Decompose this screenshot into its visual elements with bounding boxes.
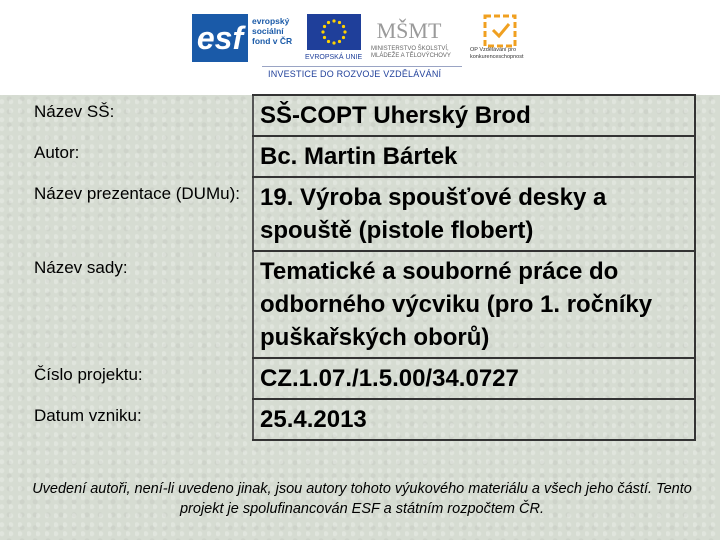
- header-divider: [262, 66, 462, 67]
- esf-logo-line: evropský: [252, 16, 290, 26]
- table-row: [26, 95, 695, 136]
- row-label: Číslo projektu:: [34, 365, 143, 384]
- row-value: 25.4.2013: [253, 399, 695, 440]
- table-row: [26, 399, 695, 440]
- eu-flag-icon: [307, 14, 361, 50]
- eu-logo-caption: EVROPSKÁ UNIE: [305, 54, 363, 61]
- row-label: Název sady:: [34, 258, 128, 277]
- footer-note: Uvedení autoři, není-li uvedeno jinak, jsou autory tohoto výukového materiálu a všech jeho částí. Tento projekt je spolufinancován ESF a státním rozpočtem ČR.: [32, 481, 692, 517]
- row-label: Autor:: [34, 143, 80, 162]
- table-row: [26, 136, 695, 177]
- msmt-logo-caption: MINISTERSTVO ŠKOLSTVÍ, MLÁDEŽE A TĚLOVÝCHOVY: [371, 46, 451, 59]
- table-row: [26, 177, 695, 251]
- row-value: Tematické a souborné práce do odborného výcviku (pro 1. ročníky puškařských oborů): [253, 251, 695, 358]
- row-value: SŠ-COPT Uherský Brod: [253, 95, 695, 136]
- row-value: 19. Výroba spoušťové desky a spouště (pistole flobert): [253, 177, 695, 251]
- row-value: CZ.1.07./1.5.00/34.0727: [253, 358, 695, 399]
- info-table: [26, 94, 696, 441]
- table-row: [26, 251, 695, 358]
- row-label: Název prezentace (DUMu):: [34, 184, 240, 203]
- table-row: [26, 358, 695, 399]
- row-label: Název SŠ:: [34, 102, 115, 121]
- esf-logo-text: [252, 16, 292, 46]
- esf-logo: [192, 14, 302, 64]
- tagline: INVESTICE DO ROZVOJE VZDĚLÁVÁNÍ: [268, 69, 442, 79]
- row-value: Bc. Martin Bártek: [253, 136, 695, 177]
- logo-header: [0, 0, 720, 95]
- esf-logo-mark: esf: [192, 14, 248, 62]
- op-logo-caption: OP Vzdělávání pro konkurenceschopnost: [470, 47, 524, 60]
- msmt-logo-letters: MŠMT: [376, 18, 442, 43]
- esf-logo-line: sociální: [252, 26, 284, 36]
- esf-logo-line: fond v ČR: [252, 36, 293, 46]
- row-label: Datum vzniku:: [34, 406, 142, 425]
